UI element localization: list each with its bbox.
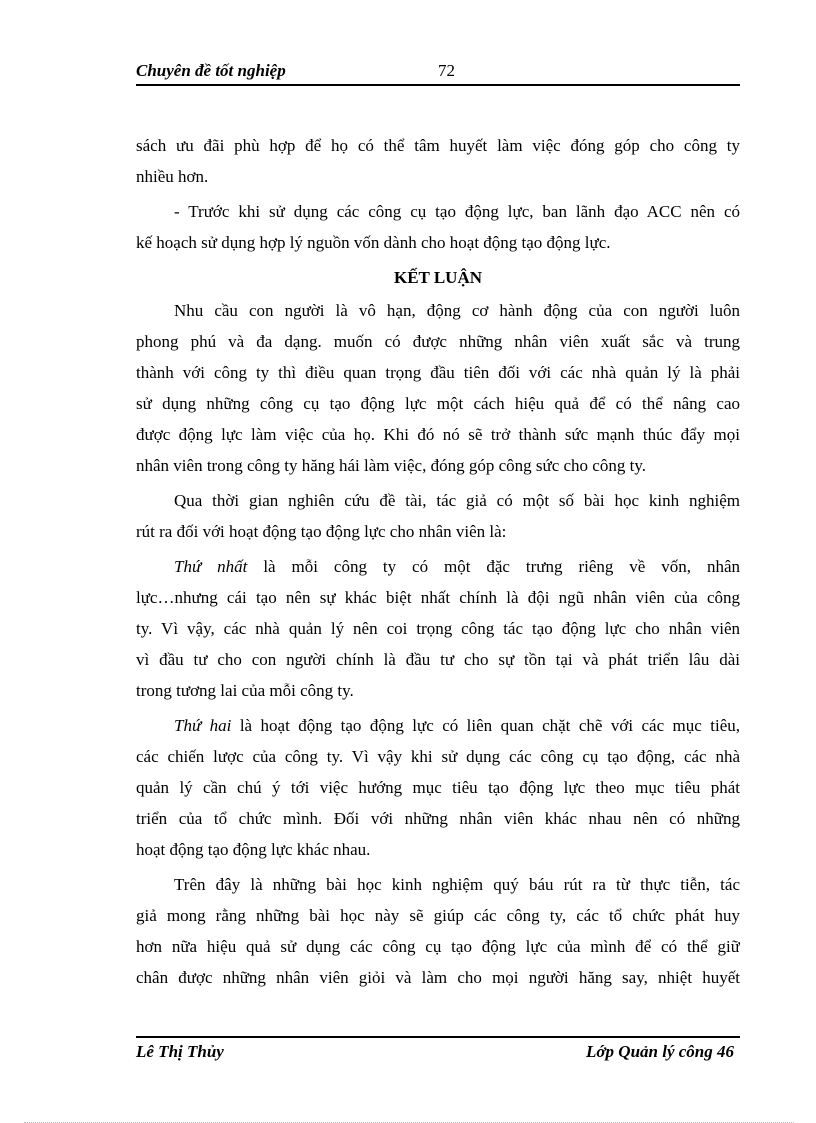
paragraph-line: rút ra đối với hoạt động tạo động lực cho nhân viên là: <box>136 522 507 541</box>
paragraph-line: - Trước khi sử dụng các công cụ tạo động lực, ban lãnh đạo ACC nên có <box>174 202 740 221</box>
footer-author: Lê Thị Thủy <box>136 1042 224 1061</box>
paragraph-line: phong phú và đa dạng. muốn có được những nhân viên xuất sắc và trung <box>136 332 740 351</box>
paragraph-line: sách ưu đãi phù hợp để họ có thể tâm huyết làm việc đóng góp cho công ty <box>136 136 740 155</box>
paragraph-line: vì đầu tư cho con người chính là đầu tư cho sự tồn tại và phát triển lâu dài <box>136 650 740 669</box>
paragraph-line: Trên đây là những bài học kinh nghiệm quý báu rút ra từ thực tiễn, tác <box>174 875 740 894</box>
page-number: 72 <box>438 61 455 80</box>
paragraph-line: nhân viên trong công ty hăng hái làm việc, đóng góp công sức cho công ty. <box>136 456 646 475</box>
page-footer <box>136 1036 740 1061</box>
emphasis-text: Thứ hai <box>174 716 232 735</box>
paragraph-line: kế hoạch sử dụng hợp lý nguồn vốn dành cho hoạt động tạo động lực. <box>136 233 611 252</box>
paragraph-line: ty. Vì vậy, các nhà quản lý nên coi trọng công tác tạo động lực cho nhân viên <box>136 619 740 638</box>
paragraph-line: hơn nữa hiệu quả sử dụng các công cụ tạo động lực của mình để có thể giữ <box>136 937 740 956</box>
paragraph-line: quản lý cần chú ý tới việc hướng mục tiêu tạo động lực theo mục tiêu phát <box>136 778 740 797</box>
paragraph-line <box>136 710 740 741</box>
paragraph-text: là mỗi công ty có một đặc trưng riêng về vốn, nhân <box>247 557 740 576</box>
paragraph-line <box>136 551 740 582</box>
paragraph-text: là hoạt động tạo động lực có liên quan chặt chẽ với các mục tiêu, <box>231 716 740 735</box>
paragraph-line: triển của tổ chức mình. Đối với những nhân viên khác nhau nên có những <box>136 809 740 828</box>
header-title: Chuyên đề tốt nghiệp <box>136 61 286 80</box>
paragraph-line: hoạt động tạo động lực khác nhau. <box>136 840 371 859</box>
paragraph-line: sử dụng những công cụ tạo động lực một cách hiệu quả để có thể nâng cao <box>136 394 740 413</box>
emphasis-text: Thứ nhất <box>174 557 248 576</box>
paragraph-line: giả mong rằng những bài học này sẽ giúp các công ty, các tổ chức phát huy <box>136 906 740 925</box>
page-header <box>136 60 740 86</box>
paragraph-line: các chiến lược của công ty. Vì vậy khi sử dụng các công cụ tạo động, các nhà <box>136 747 740 766</box>
paragraph-line: Nhu cầu con người là vô hạn, động cơ hành động của con người luôn <box>174 301 740 320</box>
paragraph-line: lực…nhưng cái tạo nên sự khác biệt nhất chính là đội ngũ nhân viên của công <box>136 588 740 607</box>
paragraph-line: chân được những nhân viên giỏi và làm cho mọi người hăng say, nhiệt huyết <box>136 968 740 987</box>
paragraph-line: Qua thời gian nghiên cứu đề tài, tác giả có một số bài học kinh nghiệm <box>174 491 740 510</box>
paragraph-line: trong tương lai của mỗi công ty. <box>136 681 354 700</box>
footer-class: Lớp Quản lý công 46 <box>586 1042 734 1061</box>
document-body <box>136 130 740 993</box>
paragraph-line: thành với công ty thì điều quan trọng đầu tiên đối với các nhà quản lý là phải <box>136 363 740 382</box>
paragraph-line: được động lực làm việc của họ. Khi đó nó sẽ trở thành sức mạnh thúc đẩy mọi <box>136 425 740 444</box>
section-heading: KẾT LUẬN <box>393 268 482 287</box>
paragraph-line: nhiều hơn. <box>136 167 209 186</box>
